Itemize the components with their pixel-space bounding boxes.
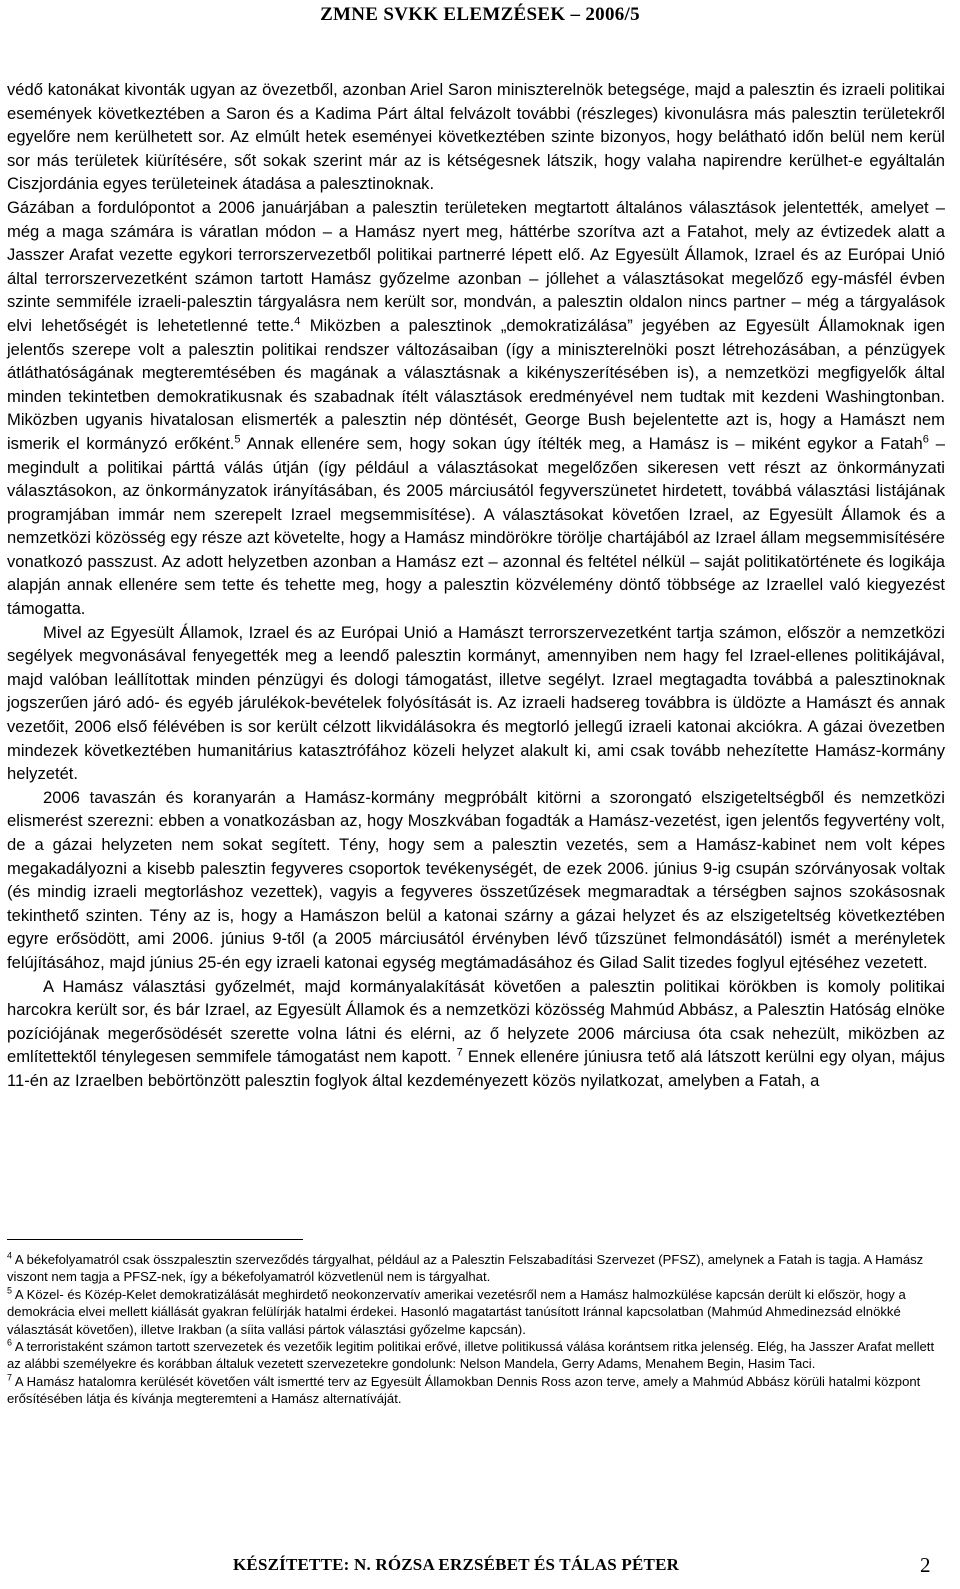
footnote-reference: 6 <box>922 433 929 446</box>
footnote-text: A terroristaként számon tartott szervezetek és vezetőik legitim politikai erővé, illetve politikussá válása korántsem ritka jelenség. Elég, ha Jasszer Arafat mellett az alábbi személyekre és korábban általuk vezetett szervezetekre gondolunk: Nelson Mandela, Gerry Adams, Menahem Begin, Hasim Taci. <box>7 1339 935 1372</box>
footnote-text: A Közel- és Közép-Kelet demokratizálását meghirdető neokonzervatív amerikai vezetésről nem a Hamász halmozkülése kapcsán derült ki először, hogy a demokrácia elvei mellett kiállását gyakran felülírják hatalmi érdekei. Hasonló magatartást tanúsított Iránnal kapcsolatban (Mahmúd Ahmedinezsád elnökké választását követően), illetve Irakban (a síita vallási pártok választási győzelme kapcsán). <box>7 1286 906 1337</box>
footnote-number: 6 <box>7 1337 13 1348</box>
footnote-number: 7 <box>7 1372 13 1383</box>
footnote-reference: 7 <box>456 1046 463 1059</box>
page-header <box>0 4 960 26</box>
footnote <box>7 1338 945 1373</box>
footer-authors: KÉSZÍTETTE: N. RÓZSA ERZSÉBET ÉS TÁLAS PÉTER <box>233 1555 680 1574</box>
footnote <box>7 1286 945 1338</box>
body-paragraph <box>7 621 945 786</box>
paragraph-text: védő katonákat kivonták ugyan az övezetből, azonban Ariel Saron miniszterelnök betegsége, majd a palesztin és izraeli politikai események következtében a Saron és a Kadima Párt által felvázolt további (részleges) kivonulásra más palesztin területekről egyelőre nem kerülhetett sor. Az elmúlt hetek eseményei következtében szinte bizonyos, hogy belátható időn belül nem kerül sor más területek kiürítésére, sőt sokak szerint már az is kétségesnek látszik, hogy valaha napirendre kerülhet-e egyáltalán Ciszjordánia egyes területeinek átadása a palesztinoknak. <box>7 80 945 194</box>
paragraph-text: Ennek ellenére júniusra tető alá látszott kerülni egy olyan, május 11-én az Izraelben bebörtönzött palesztin foglyok által kezdeményezett közös nyilatkozat, amelyben a Fatah, a <box>7 1047 945 1090</box>
footnote-text: A Hamász hatalomra kerülését követően vált ismertté terv az Egyesült Államokban Dennis Ross azon terve, amely a Mahmúd Abbász körüli hatalmi központ erősítésében látja és kívánja megteremteni a Hamász alternatíváját. <box>7 1373 921 1407</box>
paragraph-text: Gázában a fordulópontot a 2006 januárjában a palesztin területeken megtartott általános választások jelentették, amelyet – még a maga számára is váratlan módon – a Hamász nyert meg, háttérbe szorítva azt a Fatahot, mely az évtizedek alatt a Jasszer Arafat vezette egykori terrorszervezetből politikai partnerré lépett elő. Az Egyesült Államok, Izrael és az Európai Unió által terrorszervezetként számon tartott Hamász győzelme azonban – jóllehet a választásokat megelőző egy-másfél évben szinte semmiféle izraeli-palesztin tárgyalásra nem került sor, mondván, a palesztin oldalon nincs partner – még a tárgyalások elvi lehetőségét is lehetetlenné tette. <box>7 197 945 335</box>
paragraph-text: Mivel az Egyesült Államok, Izrael és az Európai Unió a Hamászt terrorszervezetként tartja számon, először a nemzetközi segélyek megvonásával fenyegették meg a leendő palesztin kormányt, amennyiben nem hagy fel Izrael-ellenes politikájával, majd valóban leállítottak minden pénzügyi és dologi támogatást, illetve segélyt. Izrael megtagadta továbbá a palesztinoknak jogszerűen járó adó- és egyéb járulékok-bevételek folyósítását is. Az izraeli hadsereg továbbra is üldözte a Hamászt és annak vezetőit, 2006 első félévében is sor került célzott likvidálásokra és megtorló jellegű izraeli katonai akciókra. A gázai övezetben mindezek következtében humanitárius katasztrófához közeli helyzet alakult ki, ami csak tovább nehezítette Hamász-kormány helyzetét. <box>7 622 945 784</box>
page-footer <box>233 1555 679 1575</box>
paragraph-text: Miközben a palesztinok „demokratizálása” jegyében az Egyesült Államoknak igen jelentős szerepe volt a palesztin politikai rendszer változásaiban (így a miniszterelnöki poszt létrehozásában, a pénzügyek átláthatóságának megteremtésében és magának a választásnak a kikényszerítésében is), a nemzetközi megfigyelők által minden tekintetben demokratikusnak és szabadnak ítélt választások eredményével nem tudtak mit kezdeni Washingtonban. Miközben ugyanis hivatalosan elismerték a palesztin nép döntését, George Bush bejelentette azt is, hogy a Hamászt nem ismerik el kormányzó erőként. <box>7 315 945 453</box>
paragraph-text: A Hamász választási győzelmét, majd kormányalakítását követően a palesztin politikai körökben is komoly politikai harcokra került sor, és bár Izrael, az Egyesült Államok és a nemzetközi közösség Mahmúd Abbász, a Palesztin Hatóság elnöke pozíciójának megerősödését szerette volna látni és elérni, az ő helyzete 2006 márciusa óta csak nehezült, miközben az említettektől ténylegesen semmifele támogatást nem kapott. <box>7 976 945 1067</box>
footnote-reference: 4 <box>294 315 301 328</box>
footnote-number: 5 <box>7 1285 13 1296</box>
paragraph-text: 2006 tavaszán és koranyarán a Hamász-kormány megpróbált kitörni a szorongató elszigeteltségből és nemzetközi elismerést szerezni: ebben a vonatkozásban az, hogy Moszkvában fogadták a Hamász-vezetést, igen jelentős fegyvertény volt, de a gázai helyzeten nem sokat segített. Tény, hogy sem a palesztin vezetés, sem a Hamász-kabinet nem volt képes megakadályozni a kisebb palesztin fegyveres csoportok tevékenységét, de ezek 2006. június 9-ig csupán szórványosak voltak (és mindig izraeli megtorláshoz vezettek), vagyis a fegyveres összetűzések megmaradtak a térségben sajnos szokásosnak tekinthető szinten. Tény az is, hogy a Hamászon belül a katonai szárny a gázai helyzet és az elszigeteltség következtében egyre erősödött, ami 2006. június 9-től (a 2005 márciusától érvényben lévő tűzszünet felmondásától) ismét a merényletek felújításához, majd június 25-én egy izraeli katonai egység megtámadásához és Gilad Salit tizedes foglyul ejtéséhez vezetett. <box>7 787 945 972</box>
body-paragraph <box>7 196 945 621</box>
page-number: 2 <box>920 1553 931 1577</box>
footnote-number: 4 <box>7 1250 13 1261</box>
body-paragraph <box>7 786 945 975</box>
footnote-reference: 5 <box>234 433 241 446</box>
footnote-text: A békefolyamatról csak összpalesztin szerveződés tárgyalhat, például az a Palesztin Felszabadítási Szervezet (PFSZ), amelynek a Fatah is tagja. A Hamász viszont nem tagja a PFSZ-nek, így a békefolyamatról közvetlenül nem is tárgyalhat. <box>7 1252 924 1285</box>
footnote <box>7 1373 945 1408</box>
footnote <box>7 1251 945 1286</box>
paragraph-text: – megindult a politikai párttá válás útján (így például a választásokat megelőzően sikeresen vett részt az önkormányzati választásokon, az önkormányzatok irányításában, és 2005 márciusától fegyverszünetet hirdetett, továbbá választási listájának programjában immár nem szerepelt Izrael megsemmisítése). A választásokat követően Izrael, az Egyesült Államok és a nemzetközi közösség egy része azt követelte, hogy a Hamász mindörökre törölje chartájából az Izrael állam megsemmisítésére vonatkozó passzust. Az adott helyzetben azonban a Hamász ezt – azonnal és feltétel nélkül – saját politikatörténete és logikája alapján annak ellenére sem tette és tehette meg, hogy a palesztin közvélemény döntő többsége az Izraellel való kiegyezést támogatta. <box>7 433 946 619</box>
body-text <box>7 78 945 1093</box>
footnotes <box>7 1251 945 1408</box>
body-paragraph <box>7 78 945 196</box>
footnote-separator <box>7 1239 303 1240</box>
body-paragraph <box>7 975 945 1093</box>
header-title: ZMNE SVKK ELEMZÉSEK – 2006/5 <box>320 4 640 25</box>
paragraph-text: Annak ellenére sem, hogy sokan úgy ítélték meg, a Hamász is – miként egykor a Fatah <box>240 433 923 453</box>
